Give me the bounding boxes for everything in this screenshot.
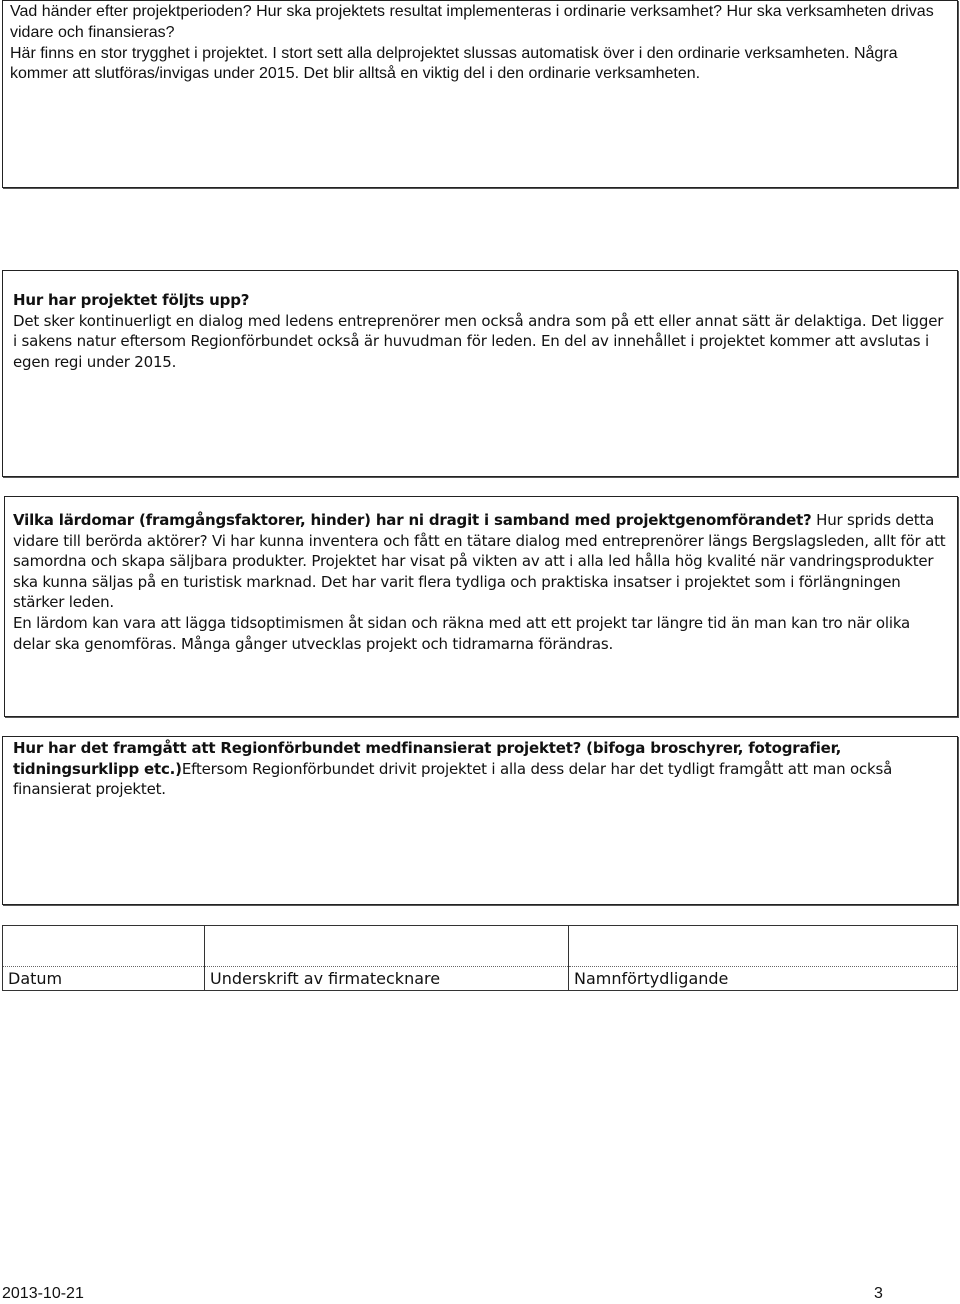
signature-table [2, 925, 958, 991]
implementation-answer: Här finns en stor trygghet i projektet. I stort sett alla delprojektet slussas automatisk över i den ordinarie verksamheten. Några kommer att slutföras/invigas under 2015. Det blir alltså en viktig del i den ordinarie verksamheten. [10, 44, 898, 83]
page-number: 3 [874, 1285, 883, 1302]
name-line [569, 926, 957, 967]
date-signature-cell[interactable] [2, 925, 204, 991]
name-label: Namnförtydligande [574, 969, 729, 988]
lessons-question: Vilka lärdomar (framgångsfaktorer, hinder) har ni dragit i samband med projektgenomförandet? [13, 511, 812, 529]
name-clarification-cell[interactable] [568, 925, 958, 991]
section-follow-up [2, 270, 958, 477]
cofunding-paragraph [13, 738, 947, 800]
lessons-answer-2: En lärdom kan vara att lägga tidsoptimismen åt sidan och räkna med att ett projekt tar längre tid än man kan tro när olika delar ska genomföras. Många gånger utvecklas projekt och tidramarna förändras. [13, 613, 911, 653]
footer-date: 2013-10-21 [2, 1285, 84, 1302]
cofunding-answer: Eftersom Regionförbundet drivit projektet i alla dess delar har det tydligt framgått att man också finansierat projektet. [13, 759, 893, 799]
signature-line [205, 926, 568, 967]
signature-label: Underskrift av firmatecknare [210, 969, 441, 988]
lessons-answer-1: Hur sprids detta vidare till berörda aktörer? Vi har kunna inventera och fått en tätare dialog med entreprenörer längs Bergslagsleden, allt för att samordna och skapa säljbara produkter. Projektet har visat på vikten av att i alla led hålla hög kvalité när vandringsprodukter ska kunna säljas på en turistisk marknad. Det har varit flera tydliga och praktiska insatser i projektet som i förlängningen stärker leden. [13, 511, 946, 612]
follow-up-answer: Det sker kontinuerligt en dialog med ledens entreprenörer men också andra som på ett eller annat sätt är delaktiga. Det ligger i sakens natur eftersom Regionförbundet också är huvudman för leden. En del av innehållet i projektet kommer att avslutas i egen regi under 2015. [13, 311, 944, 371]
section-lessons [4, 496, 958, 717]
cofunding-question: Hur har det framgått att Regionförbundet medfinansierat projektet? (bifoga broschyrer, fotografier, tidningsurklipp etc.) [13, 739, 842, 778]
date-label: Datum [8, 969, 63, 988]
signatory-cell[interactable] [204, 925, 568, 991]
section-cofunding [2, 736, 958, 905]
lessons-paragraph-1 [13, 510, 947, 613]
date-line [3, 926, 204, 967]
implementation-question: Vad händer efter projektperioden? Hur ska projektets resultat implementeras i ordinarie verksamhet? Hur ska verksamheten drivas vidare och finansieras? [10, 3, 934, 41]
section-implementation [2, 0, 958, 188]
follow-up-question: Hur har projektet följts upp? [13, 291, 250, 309]
